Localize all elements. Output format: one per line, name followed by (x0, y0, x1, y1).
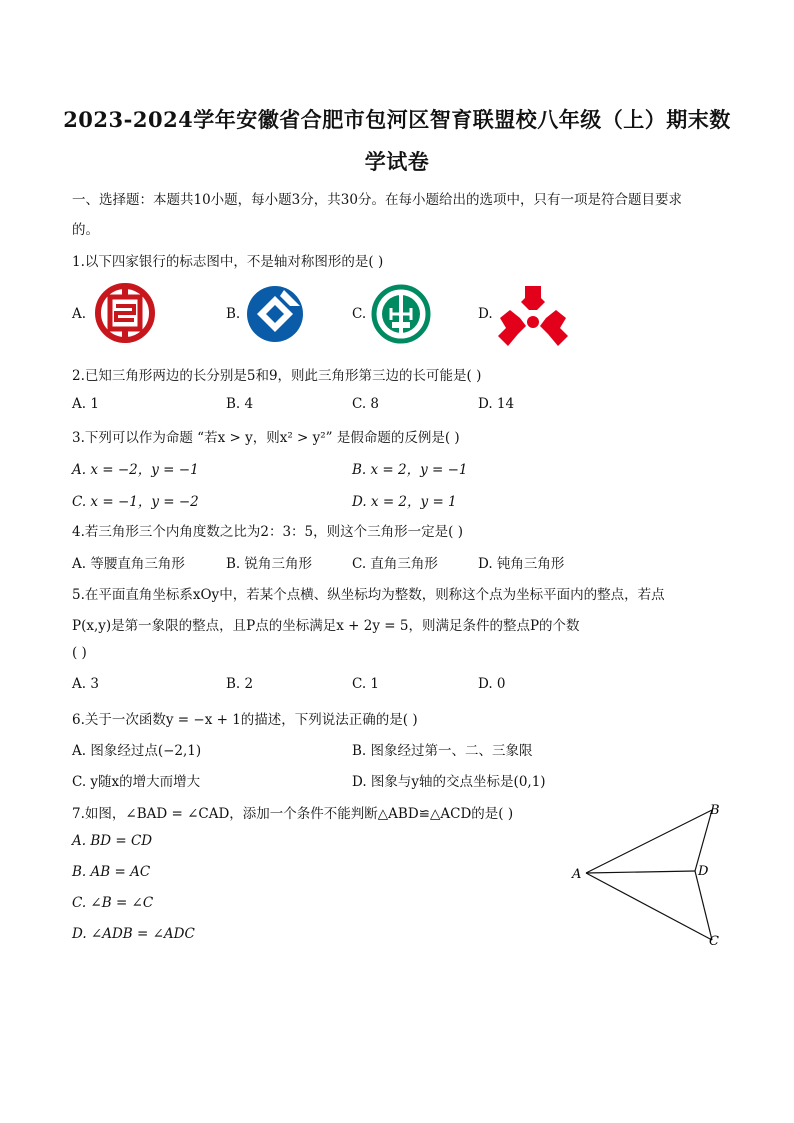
q3-stem: 3.下列可以作为命题 “若x > y，则x² > y²” 是假命题的反例是( ) (72, 430, 460, 446)
q7-stem: 7.如图，∠BAD = ∠CAD，添加一个条件不能判断△ABD≌△ACD的是( ) (72, 806, 514, 822)
label-d: D (698, 864, 709, 879)
segment-dc (695, 871, 712, 940)
pboc-logo-icon (496, 284, 570, 348)
q2-option-d: D. 14 (478, 396, 515, 412)
q5-option-b: B. 2 (226, 676, 254, 692)
title-line-1: 2023-2024学年安徽省合肥市包河区智育联盟校八年级（上）期末数 (63, 107, 731, 132)
q6-option-a: A. 图象经过点(−2,1) (72, 743, 202, 759)
segment-ad (586, 871, 695, 873)
segment-bd (695, 810, 712, 871)
q2-option-a: A. 1 (72, 396, 99, 412)
q7-option-c: C. ∠B = ∠C (72, 895, 154, 911)
q3-option-d: D. x = 2，y = 1 (352, 494, 457, 510)
q5-option-a: A. 3 (72, 676, 99, 692)
q7-option-b: B. AB = AC (72, 864, 151, 880)
abc-logo-icon (370, 284, 432, 344)
q5-stem-line-3: ( ) (72, 645, 87, 661)
q3-option-b: B. x = 2，y = −1 (352, 462, 468, 478)
q6-option-c: C. y随x的增大而增大 (72, 774, 201, 790)
q7-triangle-figure (560, 800, 730, 952)
q3-option-c: C. x = −1，y = −2 (72, 494, 199, 510)
title-line-2: 学试卷 (364, 149, 430, 174)
segment-ac (586, 873, 712, 940)
q4-option-b: B. 锐角三角形 (226, 556, 313, 572)
ccb-logo-icon (244, 284, 306, 344)
q4-option-d: D. 钝角三角形 (478, 556, 565, 572)
q5-option-d: D. 0 (478, 676, 506, 692)
section-intro-line-2: 的。 (72, 222, 99, 238)
q1-option-a-label: A. (72, 306, 87, 322)
q1-option-d-label: D. (478, 306, 493, 322)
q1-stem: 1.以下四家银行的标志图中，不是轴对称图形的是( ) (72, 254, 384, 270)
label-b: B (710, 803, 720, 818)
q6-stem: 6.关于一次函数y = −x + 1的描述，下列说法正确的是( ) (72, 712, 418, 728)
q7-option-a: A. BD = CD (72, 833, 153, 849)
q2-option-b: B. 4 (226, 396, 254, 412)
q4-option-a: A. 等腰直角三角形 (72, 556, 185, 572)
q7-option-d: D. ∠ADB = ∠ADC (72, 926, 195, 942)
q3-option-a: A. x = −2，y = −1 (72, 462, 199, 478)
label-a: A (572, 867, 582, 882)
q4-option-c: C. 直角三角形 (352, 556, 438, 572)
q4-stem: 4.若三角形三个内角度数之比为2：3：5，则这个三角形一定是( ) (72, 524, 463, 540)
q2-option-c: C. 8 (352, 396, 380, 412)
q1-option-c-label: C. (352, 306, 367, 322)
label-c: C (709, 934, 719, 949)
q5-option-c: C. 1 (352, 676, 380, 692)
section-intro-line-1: 一、选择题：本题共10小题，每小题3分，共30分。在每小题给出的选项中，只有一项是符合题目要求 (72, 192, 682, 208)
q2-stem: 2.已知三角形两边的长分别是5和9，则此三角形第三边的长可能是( ) (72, 368, 482, 384)
segment-ab (586, 810, 712, 873)
q6-option-b: B. 图象经过第一、二、三象限 (352, 743, 533, 759)
q5-stem-line-1: 5.在平面直角坐标系xOy中，若某个点横、纵坐标均为整数，则称这个点为坐标平面内的整点，若点 (72, 587, 665, 603)
q6-option-d: D. 图象与y轴的交点坐标是(0,1) (352, 774, 546, 790)
q1-option-b-label: B. (226, 306, 241, 322)
icbc-logo-icon (92, 282, 158, 344)
q5-stem-line-2: P(x,y)是第一象限的整点，且P点的坐标满足x + 2y = 5，则满足条件的整点P的个数 (72, 618, 580, 634)
